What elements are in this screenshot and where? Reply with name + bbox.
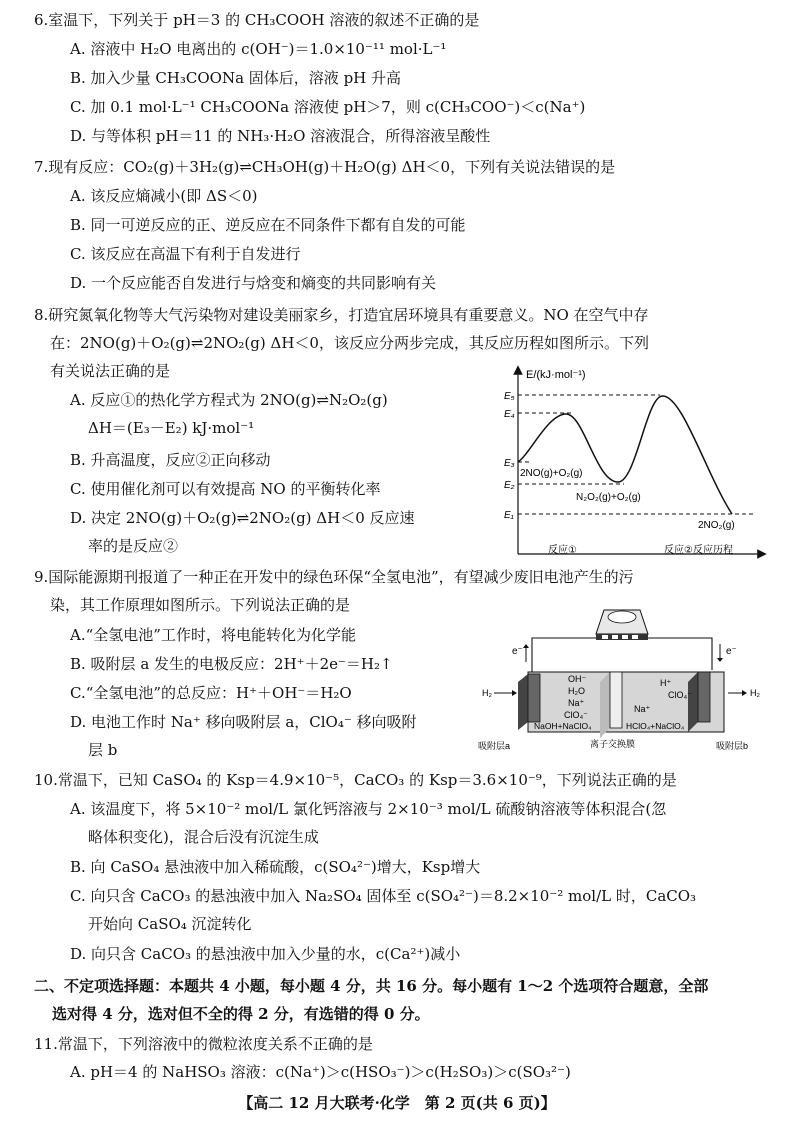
section2-heading-line1: 二、不定项选择题：本题共 4 小题，每小题 4 分，共 16 分。每小题有 1～2 个选项符合题意，全部	[34, 977, 709, 995]
e3-label: E₃	[504, 458, 515, 469]
q10-option-c-line2: 开始向 CaSO₄ 沉淀转化	[88, 915, 252, 933]
ion-exchange-membrane	[600, 672, 622, 738]
q7-stem: 7.现有反应：CO₂(g)＋3H₂(g)⇌CH₃OH(g)＋H₂O(g) ΔH＜0，下列有关说法错误的是	[34, 158, 616, 176]
q9-option-d-line1: D. 电池工作时 Na⁺ 移向吸附层 a，ClO₄⁻ 移向吸附	[70, 713, 417, 731]
q10-option-c-line1: C. 向只含 CaCO₃ 的悬浊液中加入 Na₂SO₄ 固体至 c(SO₄²⁻)＝8.2×10⁻² mol/L 时，CaCO₃	[70, 887, 697, 905]
q10-option-d: D. 向只含 CaCO₃ 的悬浊液中加入少量的水，c(Ca²⁺)减小	[70, 945, 461, 963]
q9-stem-line1: 9.国际能源期刊报道了一种正在开发中的绿色环保“全氢电池”，有望减少废旧电池产生的污	[34, 568, 634, 586]
left-solution-label: NaOH+NaClO₄	[534, 721, 592, 731]
q6-option-a: A. 溶液中 H₂O 电离出的 c(OH⁻)＝1.0×10⁻¹¹ mol·L⁻¹	[70, 40, 447, 58]
ion-na-left-label: Na⁺	[568, 698, 585, 708]
x-label-step1: 反应①	[548, 545, 577, 556]
q7-option-c: C. 该反应在高温下有利于自发进行	[70, 245, 301, 263]
y-axis-label: E/(kJ·mol⁻¹)	[526, 369, 586, 381]
x-label-step2: 反应②反应历程	[664, 545, 733, 556]
layer-b-label: 吸附层b	[716, 741, 749, 751]
e1-label: E₁	[504, 510, 514, 521]
q11-stem: 11.常温下，下列溶液中的微粒浓度关系不正确的是	[34, 1035, 373, 1053]
right-solution-label: HClO₄+NaClO₄	[626, 721, 685, 731]
q6-option-b: B. 加入少量 CH₃COONa 固体后，溶液 pH 升高	[70, 69, 402, 87]
ion-h2o-label: H₂O	[568, 686, 585, 696]
q8-option-d-line1: D. 决定 2NO(g)＋O₂(g)⇌2NO₂(g) ΔH＜0 反应速	[70, 509, 415, 527]
state-products-label: 2NO₂(g)	[698, 520, 735, 531]
q9-option-c: C.“全氢电池”的总反应：H⁺＋OH⁻＝H₂O	[70, 684, 352, 702]
ion-clo4-left-label: ClO₄⁻	[564, 710, 588, 720]
ion-oh-label: OH⁻	[568, 674, 587, 684]
ammeter-icon	[596, 610, 648, 640]
q6-stem: 6.室温下，下列关于 pH＝3 的 CH₃COOH 溶液的叙述不正确的是	[34, 11, 480, 29]
q10-option-b: B. 向 CaSO₄ 悬浊液中加入稀硫酸，c(SO₄²⁻)增大，Ksp增大	[70, 858, 481, 876]
q8-option-d-line2: 率的是反应②	[88, 537, 179, 555]
energy-profile-diagram	[500, 364, 770, 564]
ion-na-right-label: Na⁺	[634, 704, 651, 714]
state-reactants-label: 2NO(g)+O₂(g)	[520, 468, 583, 479]
q7-option-b: B. 同一可逆反应的正、逆反应在不同条件下都有自发的可能	[70, 216, 466, 234]
q10-option-a-line2: 略体积变化)，混合后没有沉淀生成	[88, 828, 319, 846]
h2-left-label: H₂	[482, 688, 492, 698]
q6-option-d: D. 与等体积 pH＝11 的 NH₃·H₂O 溶液混合，所得溶液呈酸性	[70, 127, 491, 145]
h2-right-label: H₂	[750, 688, 760, 698]
electron-right-label: e⁻	[726, 646, 737, 657]
hydrogen-battery-diagram	[476, 604, 770, 756]
q9-stem-line2: 染，其工作原理如图所示。下列说法正确的是	[50, 596, 351, 614]
q10-stem: 10.常温下，已知 CaSO₄ 的 Ksp＝4.9×10⁻⁵，CaCO₃ 的 Ksp＝3.6×10⁻⁹，下列说法正确的是	[34, 771, 677, 789]
q8-option-a-line2: ΔH＝(E₃－E₂) kJ·mol⁻¹	[88, 419, 255, 437]
q9-option-d-line2: 层 b	[88, 741, 118, 759]
q9-option-a: A.“全氢电池”工作时，将电能转化为化学能	[70, 626, 356, 644]
q9-option-b: B. 吸附层 a 发生的电极反应：2H⁺＋2e⁻＝H₂↑	[70, 655, 393, 673]
ion-clo4-right-label: ClO₄⁻	[668, 690, 692, 700]
q8-option-a-line1: A. 反应①的热化学方程式为 2NO(g)⇌N₂O₂(g)	[70, 391, 388, 409]
ion-h-label: H⁺	[660, 678, 672, 688]
membrane-label: 离子交换膜	[590, 739, 636, 749]
q8-option-c: C. 使用催化剂可以有效提高 NO 的平衡转化率	[70, 480, 381, 498]
q8-stem-line1: 8.研究氮氧化物等大气污染物对建设美丽家乡，打造宜居环境具有重要意义。NO 在空气中存	[34, 306, 649, 324]
page-footer: 【高二 12 月大联考·化学 第 2 页(共 6 页)】	[238, 1094, 556, 1112]
q10-option-a-line1: A. 该温度下，将 5×10⁻² mol/L 氯化钙溶液与 2×10⁻³ mol/L 硫酸钠溶液等体积混合(忽	[70, 800, 667, 818]
electron-left-label: e⁻	[512, 646, 523, 657]
q7-option-a: A. 该反应熵减小(即 ΔS＜0)	[70, 187, 258, 205]
state-intermediate-label: N₂O₂(g)+O₂(g)	[576, 492, 641, 503]
e5-label: E₅	[504, 391, 515, 402]
section2-heading-line2: 选对得 4 分，选对但不全的得 2 分，有选错的得 0 分。	[52, 1005, 430, 1023]
q6-option-c: C. 加 0.1 mol·L⁻¹ CH₃COONa 溶液使 pH＞7，则 c(CH₃COO⁻)＜c(Na⁺)	[70, 98, 586, 116]
q11-option-a: A. pH＝4 的 NaHSO₃ 溶液：c(Na⁺)＞c(HSO₃⁻)＞c(H₂SO₃)＞c(SO₃²⁻)	[70, 1063, 571, 1081]
e2-label: E₂	[504, 480, 515, 491]
q8-stem-line3: 有关说法正确的是	[50, 362, 171, 380]
q8-stem-line2: 在：2NO(g)＋O₂(g)⇌2NO₂(g) ΔH＜0，该反应分两步完成，其反应历程如图所示。下列	[50, 334, 649, 352]
q8-option-b: B. 升高温度，反应②正向移动	[70, 451, 271, 469]
q7-option-d: D. 一个反应能否自发进行与焓变和熵变的共同影响有关	[70, 274, 437, 292]
layer-a-label: 吸附层a	[478, 741, 511, 751]
e4-label: E₄	[504, 409, 515, 420]
external-circuit-wires	[532, 638, 712, 674]
